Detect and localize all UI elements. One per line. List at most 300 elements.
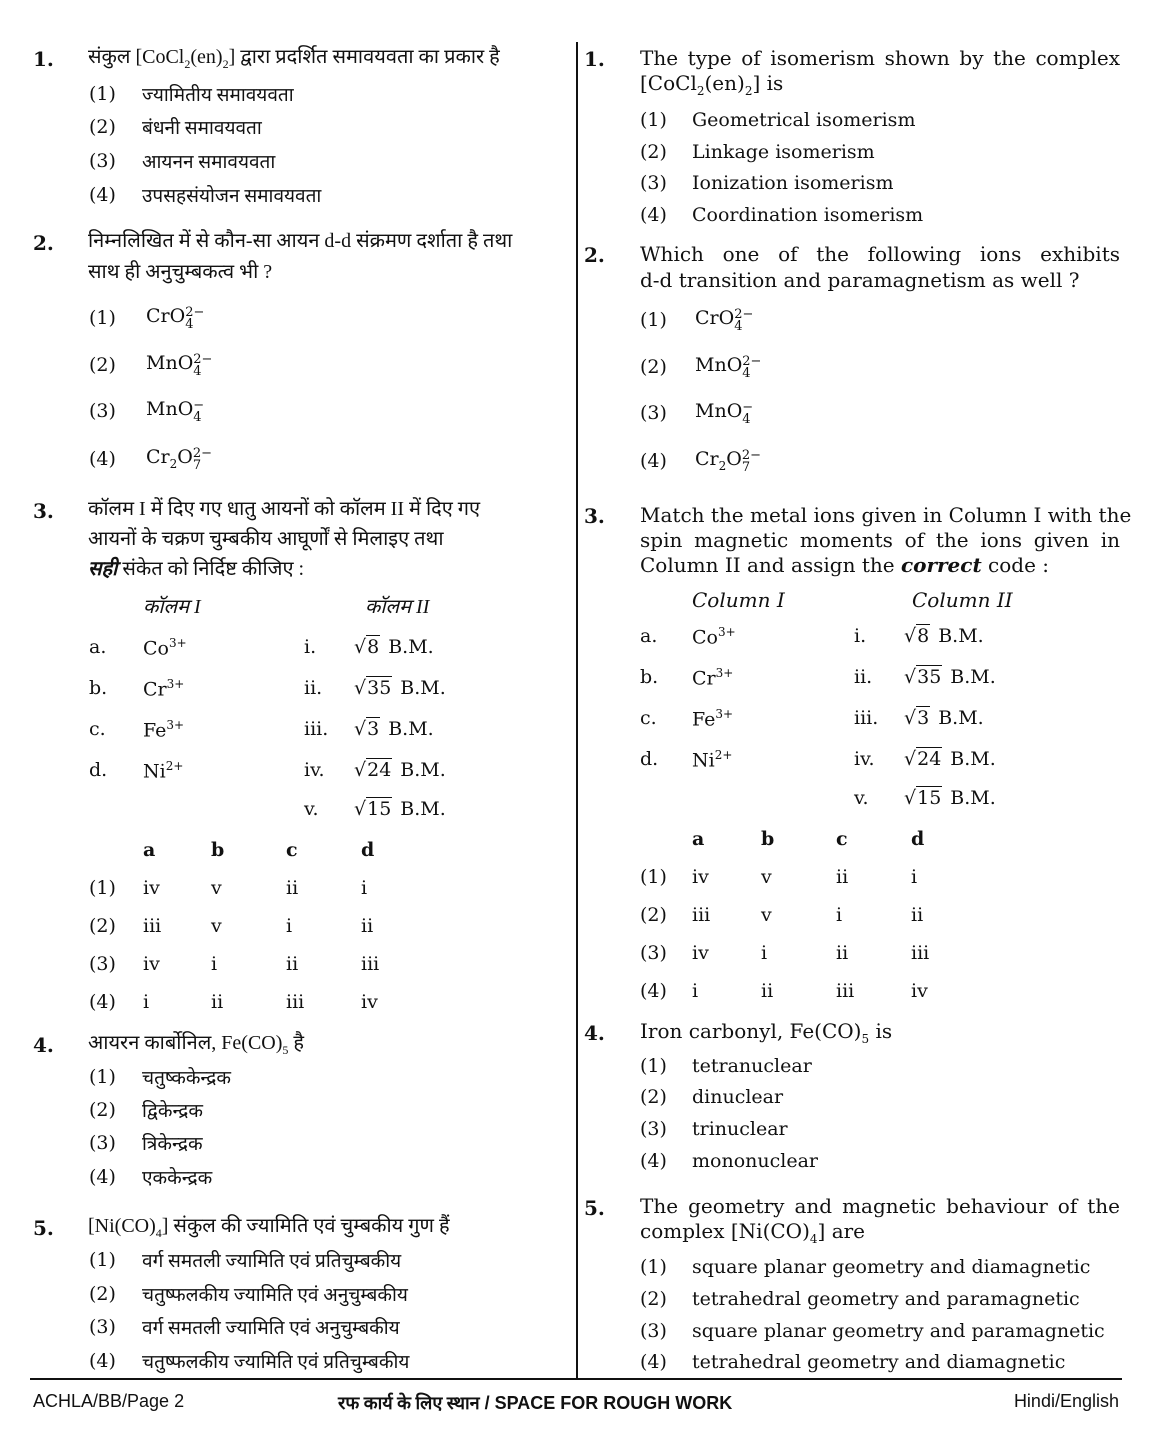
formula: Cr [146,446,170,468]
answer-cell: iv [361,991,378,1013]
answer-option-number: (4) [89,991,116,1013]
option-text: उपसहसंयोजन समावयवता [142,186,322,207]
option-number: (4) [640,1150,667,1172]
column2-label: ii. [854,666,873,688]
option-number: (3) [640,1118,667,1140]
option-text: द्विकेन्द्रक [142,1101,203,1122]
ion-symbol: Fe [692,708,716,731]
spin-moment [354,798,446,820]
answer-cell: iv [692,942,709,964]
formula: [CoCl [640,71,697,95]
subscript: 2 [169,456,178,471]
column2-label: i. [854,625,867,647]
answer-cell: ii [286,877,299,899]
question-text [640,1218,865,1253]
question-number: 3. [584,504,605,528]
ion-symbol: Cr [692,667,716,690]
answer-option-number: (1) [89,877,116,899]
option-number: (1) [640,109,667,131]
subscript: 7 [741,460,751,475]
ion-charge: 3+ [717,625,736,639]
question-number: 2. [33,231,54,255]
question-text: The geometry and magnetic behaviour of the [640,1194,1120,1218]
ion-charge: 3+ [168,636,187,650]
answer-cell: ii [361,915,374,937]
radicand-value: 35 [917,666,942,688]
answer-option-number: (1) [640,866,667,888]
unit: B.M. [938,707,984,729]
option-text: tetranuclear [692,1055,812,1077]
option-number: (1) [640,1055,667,1077]
spin-moment [354,677,446,699]
superscript: 2− [742,354,762,369]
option-text: tetrahedral geometry and diamagnetic [692,1351,1066,1373]
sqrt-icon: √ [354,718,367,740]
text: Column II and assign the [640,553,901,577]
formula: CrO [146,305,186,327]
sqrt-icon: √ [904,666,917,688]
option-number: (4) [89,448,116,470]
formula: (en) [190,46,223,68]
option-text: mononuclear [692,1150,818,1172]
text: द्वारा प्रदर्शित समावयवता का प्रकार है [235,46,500,68]
option-number: (2) [89,1099,116,1121]
label-hindi: रफ कार्य के लिए स्थान [338,1393,480,1413]
subscript: 7 [192,458,202,473]
formula: CrO [695,307,735,329]
answer-column-header: a [143,839,156,861]
option-number: (3) [89,1316,116,1338]
answer-cell: i [286,915,293,937]
option-number: (3) [640,402,667,424]
answer-cell: iii [361,953,380,975]
sqrt-icon: √ [904,707,917,729]
option-text: त्रिकेन्द्रक [142,1134,203,1155]
question-number: 1. [584,47,605,71]
question-text: Match the metal ions given in Column I with the [640,503,1132,527]
radicand [916,666,942,688]
radicand-value: 24 [367,759,392,781]
question-number: 1. [33,47,54,71]
radicand-value: 15 [917,787,942,809]
radicand-value: 3 [367,718,380,740]
question-text [640,1018,892,1053]
formula: O [177,446,193,468]
superscript: − [742,400,754,415]
answer-cell: ii [286,953,299,975]
option-number: (2) [640,1086,667,1108]
spin-moment [904,748,996,770]
text: ] संकुल की ज्यामिति एवं चुम्बकीय गुण हैं [161,1215,450,1237]
column-heading: कॉलम II [365,596,430,618]
answer-cell: iii [286,991,305,1013]
subscript: 2 [184,57,191,71]
option-text: एककेन्द्रक [142,1168,213,1189]
option-text: वर्ग समतली ज्यामिति एवं प्रतिचुम्बकीय [142,1251,402,1272]
column2-label: v. [304,798,319,820]
radicand [366,677,392,699]
unit: B.M. [400,677,446,699]
option-number: (2) [640,356,667,378]
answer-cell: iv [911,980,928,1002]
answer-cell: iv [143,877,160,899]
answer-column-header: d [911,828,925,850]
text: संकुल [88,46,136,68]
option-number: (3) [89,400,116,422]
option-text: Linkage isomerism [692,141,875,163]
sqrt-icon: √ [354,798,367,820]
metal-ion [692,707,733,730]
option-number: (1) [89,307,116,329]
option-formula [146,446,212,472]
answer-cell: i [836,904,843,926]
column1-label: c. [640,707,657,729]
formula: Cr [695,448,719,470]
option-formula [146,305,204,331]
superscript: 2− [192,446,213,461]
option-number: (1) [89,83,116,105]
ion-charge: 3+ [166,677,185,691]
spin-moment [354,759,446,781]
column2-label: iii. [304,718,329,740]
unit: B.M. [388,636,434,658]
subscript: 2 [696,84,705,98]
answer-cell: ii [836,866,849,888]
formula: (en) [704,71,745,95]
option-formula [695,354,761,380]
subscript: 4 [185,317,194,332]
metal-ion [143,636,187,659]
question-text: spin magnetic moments of the ions given in [640,528,1120,552]
option-text: चतुष्फलकीय ज्यामिति एवं अनुचुम्बकीय [142,1285,408,1306]
option-text: dinuclear [692,1086,784,1108]
text: complex [Ni(CO) [640,1219,810,1243]
spin-moment [904,707,984,729]
radicand-value: 8 [917,625,930,647]
answer-option-number: (2) [640,904,667,926]
metal-ion [143,759,183,782]
option-text: tetrahedral geometry and paramagnetic [692,1288,1080,1310]
option-formula [695,307,753,333]
option-number: (3) [640,1320,667,1342]
option-text: चतुष्फलकीय ज्यामिति एवं प्रतिचुम्बकीय [142,1352,410,1373]
option-number: (1) [89,1249,116,1271]
answer-cell: ii [836,942,849,964]
page-id: ACHLA/BB/Page 2 [33,1391,185,1411]
answer-cell: iii [836,980,855,1002]
radicand-value: 35 [367,677,392,699]
question-text: कॉलम I में दिए गए धातु आयनों को कॉलम II में दिए गए [88,498,481,520]
radicand [916,787,942,809]
subscript: 4 [809,1232,818,1246]
option-formula [695,448,761,474]
subscript: 2 [222,57,229,71]
ion-symbol: Co [143,637,169,660]
subscript: 4 [155,1226,162,1240]
superscript: 2− [734,307,754,322]
answer-cell: ii [211,991,224,1013]
sqrt-icon: √ [354,636,367,658]
radicand-value: 3 [917,707,930,729]
sqrt-icon: √ [354,759,367,781]
question-number: 3. [33,499,54,523]
answer-cell: iv [692,866,709,888]
text: [Ni(CO) [88,1215,156,1237]
metal-ion [692,748,732,771]
column-heading: Column II [912,588,1013,612]
subscript: 4 [742,366,751,381]
subscript: 5 [861,1032,870,1046]
answer-cell: i [761,942,768,964]
radicand [916,625,930,647]
option-text: वर्ग समतली ज्यामिति एवं अनुचुम्बकीय [142,1318,400,1339]
sqrt-icon: √ [904,787,917,809]
ion-charge: 3+ [166,718,185,732]
ion-symbol: Co [692,626,718,649]
option-number: (2) [89,354,116,376]
option-text: ज्यामितीय समावयवता [142,85,294,106]
sqrt-icon: √ [904,748,917,770]
column1-label: b. [640,666,659,688]
option-number: (3) [89,150,116,172]
option-text: square planar geometry and diamagnetic [692,1256,1091,1278]
option-number: (2) [89,1283,116,1305]
answer-cell: v [761,904,772,926]
radicand [366,798,392,820]
question-number: 5. [33,1216,54,1240]
question-text [88,44,500,78]
spin-moment [354,636,434,658]
column-heading: कॉलम I [143,596,201,618]
subscript: 2 [744,84,753,98]
ion-charge: 3+ [715,707,734,721]
question-number: 2. [584,243,605,267]
subscript: 4 [742,412,751,427]
radicand [366,718,380,740]
metal-ion [692,625,736,648]
column2-label: iii. [854,707,879,729]
question-text [88,1213,450,1247]
option-number: (1) [640,1256,667,1278]
option-text: Geometrical isomerism [692,109,916,131]
option-number: (4) [89,1350,116,1372]
formula: MnO [695,400,743,422]
unit: B.M. [950,787,996,809]
column2-label: iv. [304,759,325,781]
formula: MnO [146,398,194,420]
ion-charge: 2+ [165,759,184,773]
text: आयरन कार्बोनिल, Fe(CO) [88,1032,283,1054]
answer-cell: i [692,980,699,1002]
option-number: (2) [89,116,116,138]
option-number: (4) [89,1166,116,1188]
subscript: 4 [193,364,202,379]
answer-cell: ii [761,980,774,1002]
question-text: आयनों के चक्रण चुम्बकीय आघूर्णों से मिलाइए तथा [88,528,444,550]
answer-option-number: (4) [640,980,667,1002]
column1-label: d. [640,748,659,770]
unit: B.M. [950,666,996,688]
emphasis: सही [88,558,118,580]
column2-label: v. [854,787,869,809]
radicand-value: 24 [917,748,942,770]
unit: B.M. [938,625,984,647]
option-text: Ionization isomerism [692,172,894,194]
option-number: (3) [640,172,667,194]
subscript: 5 [282,1043,289,1057]
question-text: साथ ही अनुचुम्बकत्व भी ? [88,261,273,283]
formula: O [726,448,742,470]
option-number: (2) [640,1288,667,1310]
superscript: 2− [741,448,762,463]
column2-label: ii. [304,677,323,699]
question-number: 4. [584,1021,605,1045]
answer-cell: iii [911,942,930,964]
spin-moment [904,787,996,809]
answer-cell: v [211,877,222,899]
column-divider [576,42,578,1378]
option-formula [146,398,204,424]
answer-option-number: (3) [89,953,116,975]
column1-label: d. [89,759,108,781]
answer-column-header: a [692,828,705,850]
metal-ion [143,677,184,700]
rough-work-label [338,1391,732,1415]
metal-ion [143,718,184,741]
answer-cell: i [361,877,368,899]
option-text: Coordination isomerism [692,204,924,226]
answer-cell: ii [911,904,924,926]
answer-option-number: (3) [640,942,667,964]
column1-label: b. [89,677,108,699]
formula: ] [228,46,236,68]
answer-cell: v [761,866,772,888]
spin-moment [904,625,984,647]
option-formula [146,352,212,378]
radicand [916,707,930,729]
unit: B.M. [388,718,434,740]
option-number: (2) [640,141,667,163]
ion-symbol: Ni [143,760,166,783]
text: code : [981,553,1050,577]
option-text: चतुष्ककेन्द्रक [142,1068,231,1089]
question-text: The type of isomerism shown by the complex [640,46,1120,70]
text: is [869,1019,893,1043]
text: है [288,1032,305,1054]
option-number: (1) [640,309,667,331]
answer-cell: iv [143,953,160,975]
ion-symbol: Fe [143,719,167,742]
formula: MnO [146,352,194,374]
radicand-value: 15 [367,798,392,820]
question-text: d-d transition and paramagnetism as well ? [640,268,1080,292]
column-heading: Column I [692,588,785,612]
radicand-value: 8 [367,636,380,658]
subscript: 4 [734,319,743,334]
answer-cell: i [143,991,150,1013]
superscript: 2− [185,305,205,320]
answer-cell: v [211,915,222,937]
formula: [CoCl [135,46,185,68]
answer-cell: i [911,866,918,888]
ion-charge: 3+ [715,666,734,680]
answer-column-header: c [836,828,848,850]
superscript: 2− [193,352,213,367]
radicand [366,759,392,781]
option-formula [695,400,753,426]
sqrt-icon: √ [904,625,917,647]
spin-moment [904,666,996,688]
superscript: − [193,398,205,413]
option-text: square planar geometry and paramagnetic [692,1320,1105,1342]
separator: / [479,1393,495,1413]
answer-column-header: c [286,839,298,861]
question-text [88,1030,304,1064]
answer-cell: i [211,953,218,975]
column1-label: c. [89,718,106,740]
answer-column-header: b [761,828,775,850]
language-label: Hindi/English [1013,1391,1119,1411]
answer-cell: iii [143,915,162,937]
ion-symbol: Cr [143,678,167,701]
option-number: (1) [89,1066,116,1088]
metal-ion [692,666,733,689]
question-text: निम्नलिखित में से कौन-सा आयन d-d संक्रमण दर्शाता है तथा [88,230,513,252]
answer-column-header: d [361,839,375,861]
unit: B.M. [400,798,446,820]
spin-moment [354,718,434,740]
option-text: बंधनी समावयवता [142,118,262,139]
question-text [88,556,304,583]
ion-symbol: Ni [692,749,715,772]
option-number: (4) [89,184,116,206]
footer-rule [30,1378,1122,1380]
column2-label: i. [304,636,317,658]
sqrt-icon: √ [354,677,367,699]
option-number: (3) [89,1132,116,1154]
option-text: आयनन समावयवता [142,152,276,173]
column1-label: a. [89,636,107,658]
text: Iron carbonyl, Fe(CO) [640,1019,862,1043]
emphasis: correct [900,553,982,577]
answer-column-header: b [211,839,225,861]
text: संकेत को निर्दिष्ट कीजिए : [117,558,305,580]
subscript: 4 [193,410,202,425]
option-number: (4) [640,450,667,472]
question-text [640,552,1049,579]
label-english: SPACE FOR ROUGH WORK [494,1393,733,1413]
question-text [640,70,783,105]
text: ] are [817,1219,866,1243]
option-number: (4) [640,1351,667,1373]
question-number: 5. [584,1196,605,1220]
question-number: 4. [33,1033,54,1057]
ion-charge: 2+ [714,748,733,762]
answer-option-number: (2) [89,915,116,937]
question-text: Which one of the following ions exhibits [640,242,1120,266]
column1-label: a. [640,625,658,647]
radicand [366,636,380,658]
unit: B.M. [400,759,446,781]
subscript: 2 [718,458,727,473]
column2-label: iv. [854,748,875,770]
formula: MnO [695,354,743,376]
answer-cell: iii [692,904,711,926]
radicand [916,748,942,770]
option-number: (4) [640,204,667,226]
unit: B.M. [950,748,996,770]
option-text: trinuclear [692,1118,788,1140]
